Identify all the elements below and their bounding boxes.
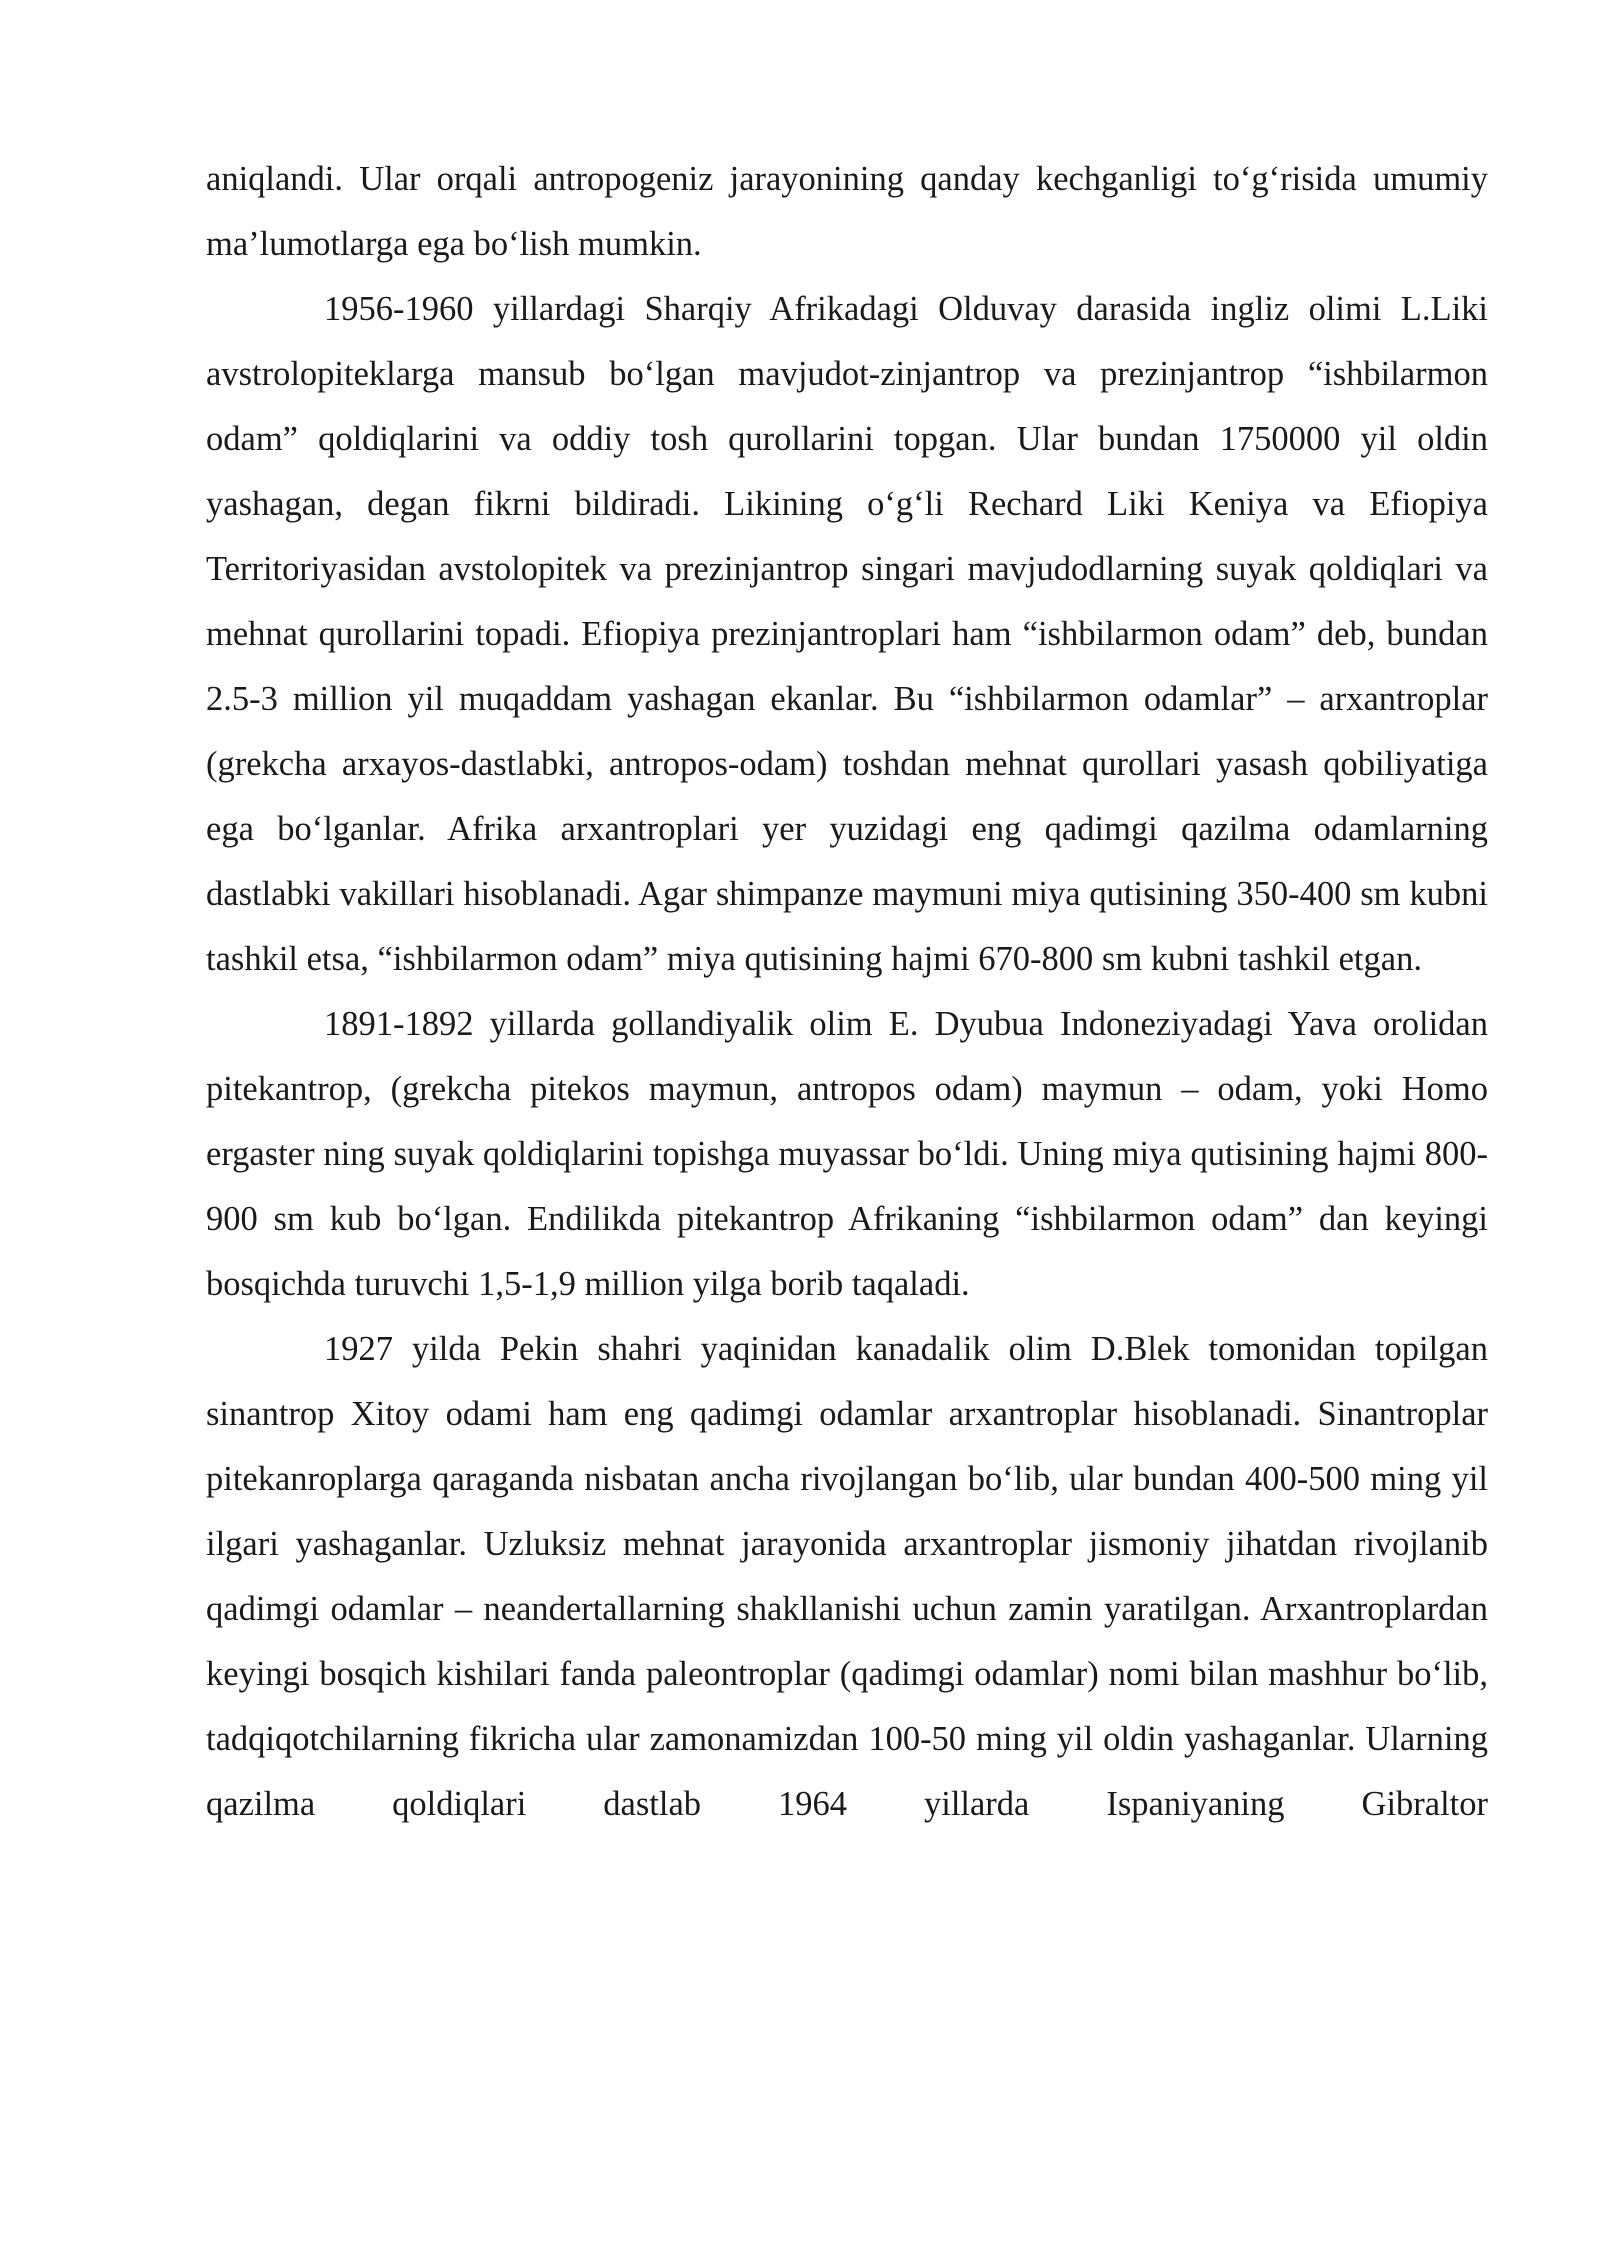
paragraph-continuation: aniqlandi. Ular orqali antropogeniz jarayonining qanday kechganligi to‘g‘risida umumiy ma’lumotlarga ega bo‘lish mumkin. [206, 160, 1488, 263]
paragraph-pithecanthropus: 1891-1892 yillarda gollandiyalik olim E. Dyubua Indoneziyadagi Yava orolidan pitekantrop, (grekcha pitekos maymun, antropos odam) maymun – odam, yoki Homo ergaster ning suyak qoldiqlarini topishga muyassar bo‘ldi. Uning miya qutisining hajmi 800-900 sm kub bo‘lgan. Endilikda pitekantrop Afrikaning “ishbilarmon odam” dan keyingi bosqichda turuvchi 1,5-1,9 million yilga borib taqaladi. [206, 1005, 1488, 1303]
paragraph-sinanthropus: 1927 yilda Pekin shahri yaqinidan kanadalik olim D.Blek tomonidan topilgan sinantrop Xitoy odami ham eng qadimgi odamlar arxantroplar hisoblanadi. Sinantroplar pitekanroplarga qaraganda nisbatan ancha rivojlangan bo‘lib, ular bundan 400-500 ming yil ilgari yashaganlar. Uzluksiz mehnat jarayonida arxantroplar jismoniy jihatdan rivojlanib qadimgi odamlar – neandertallarning shakllanishi uchun zamin yaratilgan. Arxantroplardan keyingi bosqich kishilari fanda paleontroplar (qadimgi odamlar) nomi bilan mashhur bo‘lib, tadqiqotchilarning fikricha ular zamonamizdan 100-50 ming yil oldin yashaganlar. Ularning qazilma qoldiqlari dastlab 1964 yillarda Ispaniyaning Gibraltor [206, 1330, 1488, 1823]
document-body [206, 147, 1488, 1837]
paragraph-olduvay: 1956-1960 yillardagi Sharqiy Afrikadagi Olduvay darasida ingliz olimi L.Liki avstrolopiteklarga mansub bo‘lgan mavjudot-zinjantrop va prezinjantrop “ishbilarmon odam” qoldiqlarini va oddiy tosh qurollarini topgan. Ular bundan 1750000 yil oldin yashagan, degan fikrni bildiradi. Likining o‘g‘li Rechard Liki Keniya va Efiopiya Territoriyasidan avstolopitek va prezinjantrop singari mavjudodlarning suyak qoldiqlari va mehnat qurollarini topadi. Efiopiya prezinjantroplari ham “ishbilarmon odam” deb, bundan 2.5-3 million yil muqaddam yashagan ekanlar. Bu “ishbilarmon odamlar” – arxantroplar (grekcha arxayos-dastlabki, antropos-odam) toshdan mehnat qurollari yasash qobiliyatiga ega bo‘lganlar. Afrika arxantroplari yer yuzidagi eng qadimgi qazilma odamlarning dastlabki vakillari hisoblanadi. Agar shimpanze maymuni miya qutisining 350-400 sm kubni tashkil etsa, “ishbilarmon odam” miya qutisining hajmi 670-800 sm kubni tashkil etgan. [206, 290, 1488, 978]
